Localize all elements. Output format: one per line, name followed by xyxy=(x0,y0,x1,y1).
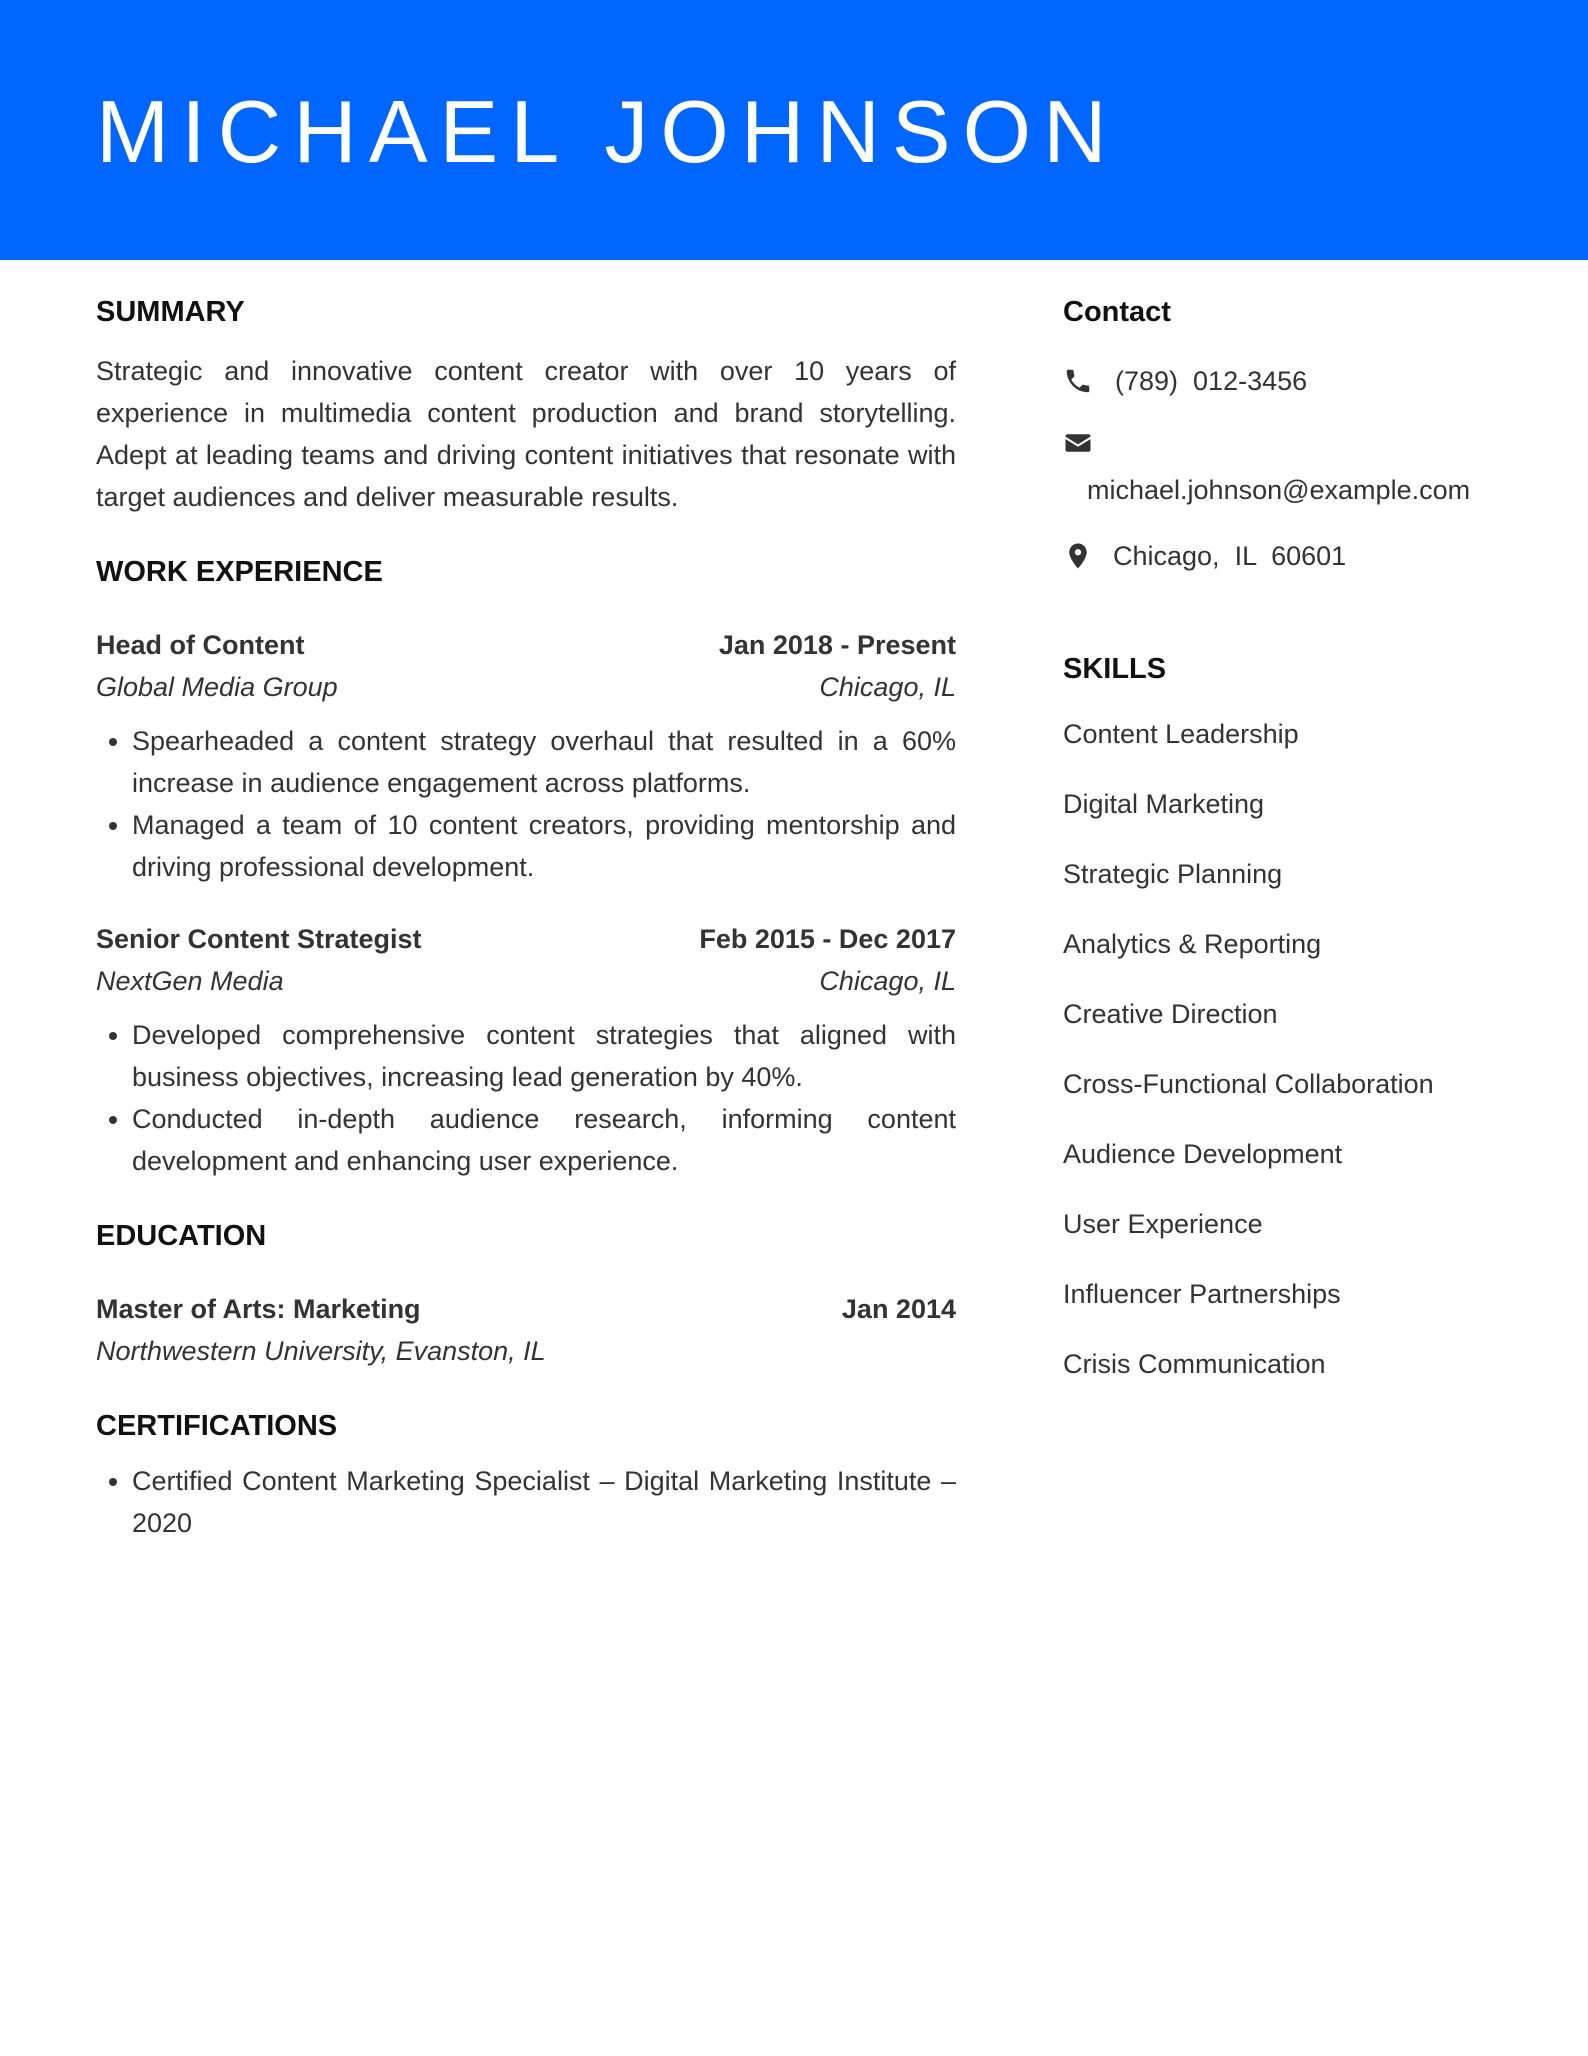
certification-item: • Certified Content Marketing Specialist – Digital Marketing Institute – 2020 xyxy=(132,1460,956,1544)
job-bullet: • Conducted in-depth audience research, informing content development and enhancing user experience. xyxy=(132,1098,956,1182)
skill-item: Influencer Partnerships xyxy=(1063,1279,1341,1309)
job-entry xyxy=(96,624,956,888)
work-experience-section xyxy=(96,550,956,1182)
location-text: Chicago, IL 60601 xyxy=(1113,541,1347,571)
education-section xyxy=(96,1214,956,1372)
skill-item: Digital Marketing xyxy=(1063,789,1265,819)
skill-item: Content Leadership xyxy=(1063,719,1299,749)
summary-heading: SUMMARY xyxy=(96,296,245,328)
job-bullets xyxy=(96,1014,956,1182)
summary-section xyxy=(96,290,956,518)
school: Northwestern University, Evanston, IL xyxy=(96,1336,546,1366)
job-entry xyxy=(96,918,956,1182)
job-title: Head of Content xyxy=(96,630,305,660)
education-heading: EDUCATION xyxy=(96,1220,267,1252)
skill-item: Cross-Functional Collaboration xyxy=(1063,1069,1434,1099)
summary-text: Strategic and innovative content creator with over 10 years of experience in multimedia content production and brand storytelling. Adept at leading teams and driving content initiatives that resonate with target audiences and deliver measurable results. xyxy=(96,356,956,512)
skill-item: Crisis Communication xyxy=(1063,1349,1326,1379)
job-location: Chicago, IL xyxy=(819,966,956,996)
main-column xyxy=(96,290,956,1544)
contact-heading: Contact xyxy=(1063,296,1171,328)
phone-icon xyxy=(1063,366,1093,396)
job-bullet: • Developed comprehensive content strategies that aligned with business objectives, increasing lead generation by 40%. xyxy=(132,1014,956,1098)
map-pin-icon xyxy=(1063,541,1093,571)
job-company: NextGen Media xyxy=(96,966,284,996)
degree: Master of Arts: Marketing xyxy=(96,1294,421,1324)
skill-item: Audience Development xyxy=(1063,1139,1343,1169)
contact-phone xyxy=(1063,360,1523,402)
email-address[interactable]: michael.johnson@example.com xyxy=(1087,475,1471,505)
certification-list xyxy=(96,1460,956,1544)
skills-list xyxy=(1063,713,1523,1413)
contact-location xyxy=(1063,535,1523,577)
phone-number[interactable]: (789) 012-3456 xyxy=(1115,366,1308,396)
contact-email xyxy=(1063,428,1523,511)
job-dates: Jan 2018 - Present xyxy=(718,630,956,660)
job-bullets xyxy=(96,720,956,888)
header-banner xyxy=(0,0,1588,260)
certifications-heading: CERTIFICATIONS xyxy=(96,1410,338,1442)
candidate-name: MICHAEL JOHNSON xyxy=(96,82,1119,181)
job-title: Senior Content Strategist xyxy=(96,924,422,954)
skill-item: Creative Direction xyxy=(1063,999,1278,1029)
certifications-section xyxy=(96,1404,956,1544)
envelope-icon xyxy=(1063,428,1093,458)
education-date: Jan 2014 xyxy=(841,1294,956,1324)
skill-item: Strategic Planning xyxy=(1063,859,1283,889)
job-bullet: • Managed a team of 10 content creators, providing mentorship and driving professional development. xyxy=(132,804,956,888)
skill-item: Analytics & Reporting xyxy=(1063,929,1322,959)
skills-heading: SKILLS xyxy=(1063,653,1167,685)
job-dates: Feb 2015 - Dec 2017 xyxy=(699,924,956,954)
skill-item: User Experience xyxy=(1063,1209,1263,1239)
sidebar-column xyxy=(1063,290,1523,1413)
job-bullet: • Spearheaded a content strategy overhaul that resulted in a 60% increase in audience engagement across platforms. xyxy=(132,720,956,804)
work-experience-heading: WORK EXPERIENCE xyxy=(96,556,383,588)
job-location: Chicago, IL xyxy=(819,672,956,702)
job-company: Global Media Group xyxy=(96,672,338,702)
